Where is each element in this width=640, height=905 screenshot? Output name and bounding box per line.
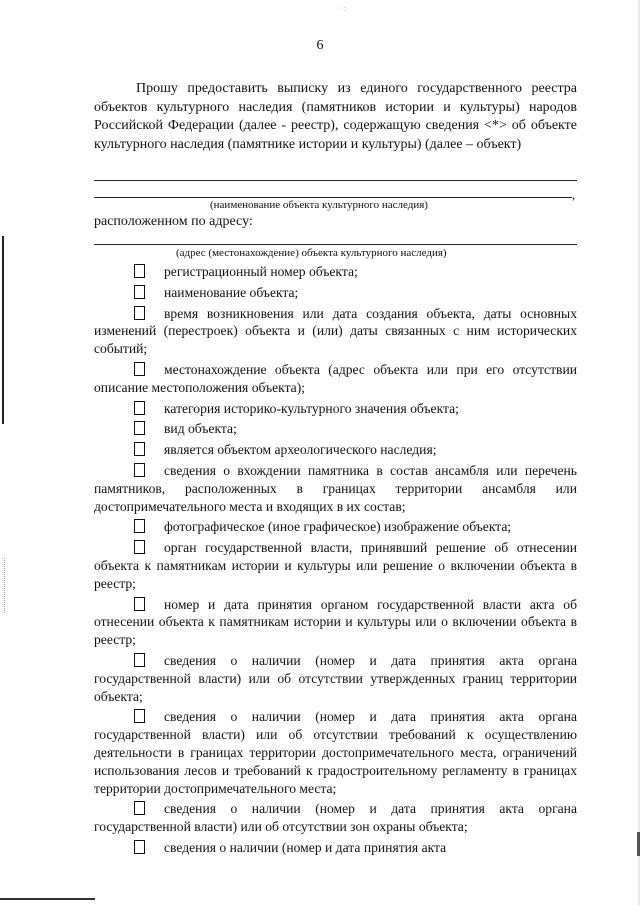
list-item xyxy=(94,652,577,705)
list-item-text: сведения о наличии (номер и дата принятия акта xyxy=(164,839,447,855)
checkbox[interactable] xyxy=(134,519,145,533)
checkbox[interactable] xyxy=(134,421,145,435)
located-at-label: расположенном по адресу: xyxy=(94,214,253,229)
list-item-text: категория историко-культурного значения объекта; xyxy=(164,400,459,416)
intro-paragraph: Прошу предоставить выписку из единого государственного реестра объектов культурного наследия (памятников истории и культуры) народов Российской Федерации (далее - реестр), содержащую сведения <*> об объекте культурного наследия (памятнике истории и культуры) (далее – объект) xyxy=(94,81,577,152)
list-item-text: регистрационный номер объекта; xyxy=(164,264,358,279)
page-number: 6 xyxy=(316,38,324,53)
checkbox[interactable] xyxy=(134,463,145,477)
scan-edge-dots xyxy=(4,558,6,613)
list-item xyxy=(94,305,577,358)
list-item xyxy=(94,284,577,302)
list-item xyxy=(94,263,577,281)
list-item-text: является объектом археологического наследия; xyxy=(164,442,437,458)
checkbox[interactable] xyxy=(134,285,145,299)
list-item-text: время возникновения или дата создания объекта, даты основных изменений (перестроек) объекта и (или) даты связанных с ним исторических событий; xyxy=(94,305,577,357)
list-item-text: номер и дата принятия органом государственной власти акта об отнесении объекта к памятникам истории и культуры или о включении объекта в реестр; xyxy=(94,596,577,648)
scan-bottom-line xyxy=(0,898,95,900)
list-item xyxy=(94,361,577,397)
checkbox[interactable] xyxy=(134,840,145,854)
checkbox[interactable] xyxy=(134,362,145,376)
checkbox[interactable] xyxy=(134,540,145,554)
checkbox[interactable] xyxy=(134,401,145,415)
list-item-text: орган государственной власти, принявший решение об отнесении объекта к памятникам истории и культуры или решение о включении объекта в реестр; xyxy=(94,540,577,591)
list-item-text: местонахождение объекта (адрес объекта или при его отсутствии описание местоположения объекта); xyxy=(94,361,577,395)
list-item xyxy=(94,596,577,649)
address-line xyxy=(94,244,577,245)
list-item-text: сведения о наличии (номер и дата принятия акта органа государственной власти) или об отсутствии зон охраны объекта; xyxy=(94,801,577,835)
checkbox[interactable] xyxy=(134,801,145,815)
object-name-caption: (наименование объекта культурного наследия) xyxy=(210,199,428,211)
list-item-text: фотографическое (иное графическое) изображение объекта; xyxy=(164,519,512,535)
scan-edge-mark xyxy=(2,236,4,424)
checkbox[interactable] xyxy=(134,597,145,611)
object-name-line-2 xyxy=(94,197,572,198)
line-end-comma: , xyxy=(572,187,576,202)
list-item xyxy=(94,539,577,592)
list-item xyxy=(94,420,577,438)
list-item xyxy=(94,708,577,797)
checkbox[interactable] xyxy=(134,653,145,667)
list-item-text: сведения о наличии (номер и дата принятия акта органа государственной власти) или об отсутствии утвержденных границ территории объекта; xyxy=(94,652,577,704)
checkbox[interactable] xyxy=(134,264,145,278)
list-item xyxy=(94,518,577,536)
list-item-text: вид объекта; xyxy=(164,421,237,437)
list-item xyxy=(94,839,577,857)
checkbox[interactable] xyxy=(134,442,145,456)
list-item xyxy=(94,462,577,515)
list-item xyxy=(94,800,577,836)
checkbox[interactable] xyxy=(134,709,145,723)
list-item xyxy=(94,441,577,459)
list-item xyxy=(94,400,577,418)
list-item-text: сведения о вхождении памятника в состав ансамбля или перечень памятников, расположенных в границах территории ансамбля или достопримечательного места и входящих в их состав; xyxy=(94,462,577,514)
address-caption: (адрес (местонахождение) объекта культурного наследия) xyxy=(176,247,447,259)
scan-mark: · ·:· xyxy=(336,4,349,13)
checkbox[interactable] xyxy=(134,306,145,320)
object-name-line-1 xyxy=(94,180,577,181)
list-item-text: сведения о наличии (номер и дата принятия акта органа государственной власти) или об отсутствии требований к осуществлению деятельности в границах территории достопримечательного места, ограничений использования лесов и требований к градостроительному регламенту в границах территории достопримечательного места; xyxy=(94,709,577,796)
list-item-text: наименование объекта; xyxy=(164,284,299,300)
checklist xyxy=(94,263,577,860)
